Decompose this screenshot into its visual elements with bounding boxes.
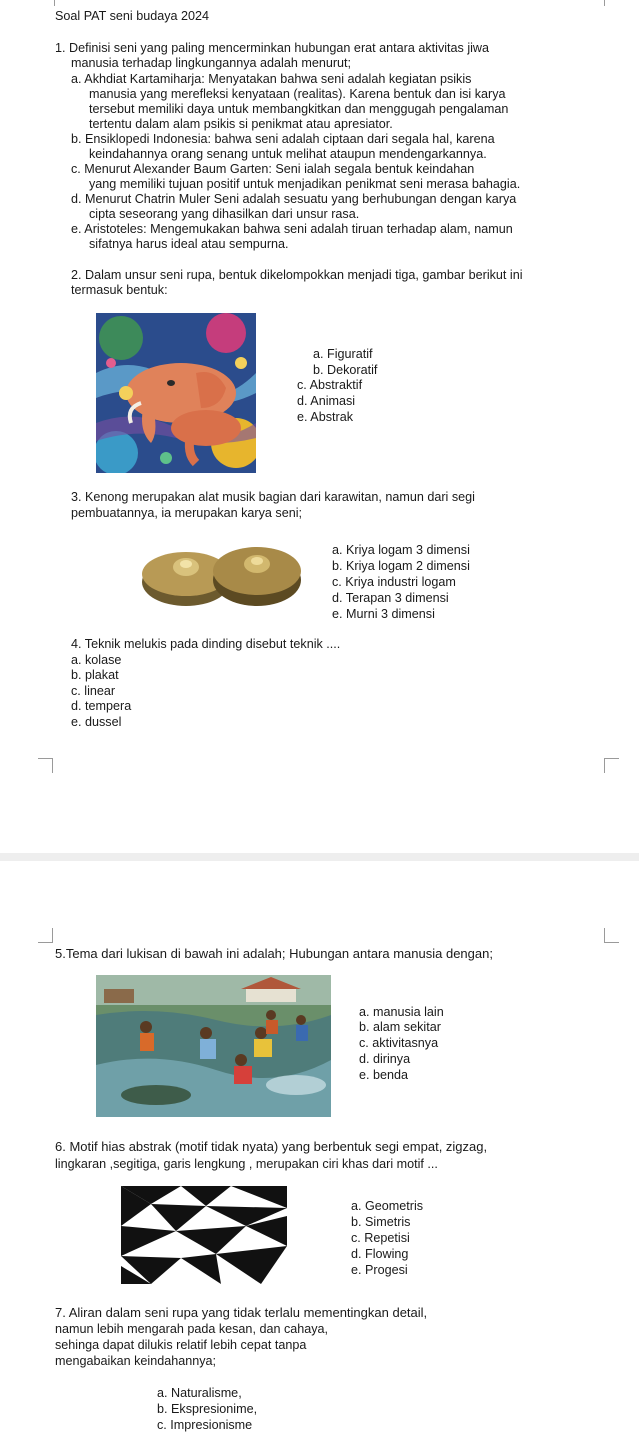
- q2-option-a: a. Figuratif: [313, 347, 373, 361]
- question-3-stem: 3. Kenong merupakan alat musik bagian dari karawitan, namun dari segi: [71, 490, 475, 504]
- question-7-stem: sehinga dapat dilukis relatif lebih cepat tanpa: [55, 1338, 307, 1352]
- question-7-stem: mengabaikan keindahannya;: [55, 1354, 217, 1368]
- q1-option-d: d. Menurut Chatrin Muler Seni adalah sesuatu yang berhubungan dengan karya: [71, 192, 517, 206]
- question-6-stem: lingkaran ,segitiga, garis lengkung , merupakan ciri khas dari motif ...: [55, 1157, 438, 1171]
- crop-mark: [604, 758, 619, 773]
- q6-option-e: e. Progesi: [351, 1263, 408, 1277]
- q4-option-e: e. dussel: [71, 715, 122, 729]
- q6-option-c: c. Repetisi: [351, 1231, 410, 1245]
- crop-mark: [604, 928, 619, 943]
- page-title: Soal PAT seni budaya 2024: [55, 9, 210, 23]
- decorative-painting-image: [96, 313, 256, 473]
- q3-option-e: e. Murni 3 dimensi: [332, 607, 435, 621]
- crop-mark: [40, 0, 55, 6]
- q3-option-a: a. Kriya logam 3 dimensi: [332, 543, 470, 557]
- q1-option-e: e. Aristoteles: Mengemukakan bahwa seni adalah tiruan terhadap alam, namun: [71, 222, 513, 236]
- q1-option-a: tertentu dalam alam psikis si penikmat atau apresiator.: [89, 117, 393, 131]
- question-7-stem: namun lebih mengarah pada kesan, dan cahaya,: [55, 1322, 329, 1336]
- q1-option-a: a. Akhdiat Kartamiharja: Menyatakan bahwa seni adalah kegiatan psikis: [71, 72, 472, 86]
- q6-option-b: b. Simetris: [351, 1215, 411, 1229]
- q5-option-c: c. aktivitasnya: [359, 1036, 439, 1050]
- question-3-stem: pembuatannya, ia merupakan karya seni;: [71, 506, 303, 520]
- q5-option-a: a. manusia lain: [359, 1005, 444, 1019]
- question-2-stem: 2. Dalam unsur seni rupa, bentuk dikelompokkan menjadi tiga, gambar berikut ini: [71, 268, 523, 282]
- q7-option-b: b. Ekspresionime,: [157, 1402, 258, 1416]
- question-1-stem: 1. Definisi seni yang paling mencerminkan hubungan erat antara aktivitas jiwa: [55, 41, 490, 55]
- question-4-stem: 4. Teknik melukis pada dinding disebut teknik ....: [71, 637, 341, 651]
- q3-option-c: c. Kriya industri logam: [332, 575, 456, 589]
- q4-option-a: a. kolase: [71, 653, 122, 667]
- q3-option-d: d. Terapan 3 dimensi: [332, 591, 449, 605]
- q1-option-b: keindahannya orang senang untuk melihat ataupun mendengarkannya.: [89, 147, 487, 161]
- q7-option-a: a. Naturalisme,: [157, 1386, 242, 1400]
- q1-option-a: tersebut memiliki daya untuk membangkitkan dan menggugah pengalaman: [89, 102, 509, 116]
- page-separator: [0, 853, 639, 861]
- painting-people-water-image: [96, 975, 331, 1117]
- geometric-pattern-image: [121, 1186, 287, 1284]
- crop-mark: [38, 928, 53, 943]
- q1-option-b: b. Ensiklopedi Indonesia: bahwa seni adalah ciptaan dari segala hal, karena: [71, 132, 495, 146]
- q2-option-d: d. Animasi: [297, 394, 356, 408]
- crop-mark: [604, 0, 619, 6]
- q1-option-a: manusia yang merefleksi kenyataan (realitas). Karena bentuk dan isi karya: [89, 87, 506, 101]
- q1-option-e: sifatnya harus ideal atau sempurna.: [89, 237, 289, 251]
- question-6-stem: 6. Motif hias abstrak (motif tidak nyata) yang berbentuk segi empat, zigzag,: [55, 1139, 488, 1154]
- q2-option-e: e. Abstrak: [297, 410, 354, 424]
- question-2-stem: termasuk bentuk:: [71, 283, 168, 297]
- q4-option-d: d. tempera: [71, 699, 132, 713]
- q1-option-d: cipta seseorang yang dihasilkan dari unsur rasa.: [89, 207, 360, 221]
- q5-option-b: b. alam sekitar: [359, 1020, 441, 1034]
- question-1-stem: manusia terhadap lingkungannya adalah menurut;: [71, 56, 352, 70]
- q5-option-e: e. benda: [359, 1068, 409, 1082]
- question-5-stem: 5.Tema dari lukisan di bawah ini adalah; Hubungan antara manusia dengan;: [55, 946, 493, 961]
- question-7-stem: 7. Aliran dalam seni rupa yang tidak terlalu mementingkan detail,: [55, 1305, 428, 1320]
- q5-option-d: d. dirinya: [359, 1052, 411, 1066]
- q2-option-b: b. Dekoratif: [313, 363, 378, 377]
- q4-option-c: c. linear: [71, 684, 116, 698]
- q4-option-b: b. plakat: [71, 668, 119, 682]
- q1-option-c: c. Menurut Alexander Baum Garten: Seni ialah segala bentuk keindahan: [71, 162, 475, 176]
- q3-option-b: b. Kriya logam 2 dimensi: [332, 559, 470, 573]
- q7-option-c: c. Impresionisme: [157, 1418, 253, 1432]
- crop-mark: [38, 758, 53, 773]
- q6-option-d: d. Flowing: [351, 1247, 409, 1261]
- q2-option-c: c. Abstraktif: [297, 378, 363, 392]
- q1-option-c: yang memiliki tujuan positif untuk menjadikan penikmat seni merasa bahagia.: [89, 177, 521, 191]
- kenong-image: [134, 534, 304, 614]
- q6-option-a: a. Geometris: [351, 1199, 424, 1213]
